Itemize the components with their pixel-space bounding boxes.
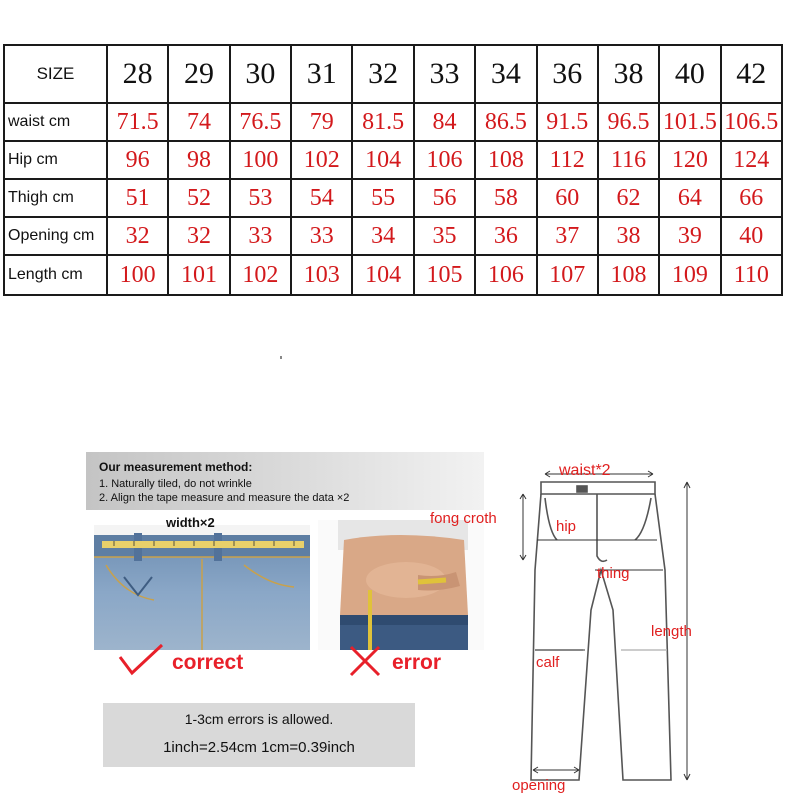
measurement-value: 34 (352, 217, 413, 255)
measurement-value: 104 (352, 255, 413, 295)
cross-icon (348, 644, 382, 678)
size-header-label: SIZE (4, 45, 107, 103)
measurement-value: 74 (168, 103, 229, 141)
measurement-value: 101.5 (659, 103, 720, 141)
measurement-value: 91.5 (537, 103, 598, 141)
measurement-value: 112 (537, 141, 598, 179)
diagram-label-opening: opening (512, 777, 566, 794)
jeans-flat-photo (94, 525, 310, 650)
measurement-value: 71.5 (107, 103, 168, 141)
measurement-value: 107 (537, 255, 598, 295)
size-header-row (4, 45, 782, 103)
measurement-value: 106.5 (721, 103, 782, 141)
measurement-value: 100 (230, 141, 291, 179)
method-step-1: 1. Naturally tiled, do not wrinkle (99, 478, 252, 490)
diagram-label-length: length (651, 623, 692, 640)
measurement-value: 108 (598, 255, 659, 295)
size-header-cell: 42 (721, 45, 782, 103)
measurement-value: 38 (598, 217, 659, 255)
measurement-value: 101 (168, 255, 229, 295)
measurement-method-banner (86, 452, 484, 510)
measurement-row (4, 141, 782, 179)
check-icon (116, 643, 166, 677)
measurement-value: 64 (659, 179, 720, 217)
measurement-value: 56 (414, 179, 475, 217)
measurement-value: 86.5 (475, 103, 536, 141)
measurement-value: 60 (537, 179, 598, 217)
measurement-value: 53 (230, 179, 291, 217)
measurement-value: 40 (721, 217, 782, 255)
diagram-label-calf: calf (536, 654, 560, 671)
measurement-value: 103 (291, 255, 352, 295)
measurement-row (4, 103, 782, 141)
measurement-value: 102 (230, 255, 291, 295)
tolerance-text: 1-3cm errors is allowed. (184, 711, 334, 727)
measurement-value: 35 (414, 217, 475, 255)
measurement-value: 84 (414, 103, 475, 141)
size-header-cell: 28 (107, 45, 168, 103)
measurement-value: 54 (291, 179, 352, 217)
measurement-value: 33 (230, 217, 291, 255)
stray-dot (280, 356, 282, 359)
conversion-text: 1inch=2.54cm 1cm=0.39inch (163, 739, 355, 756)
measurement-value: 108 (475, 141, 536, 179)
width-x2-label: width×2 (166, 515, 215, 530)
measurement-value: 76.5 (230, 103, 291, 141)
method-step-2: 2. Align the tape measure and measure the data ×2 (99, 492, 350, 504)
measurement-value: 39 (659, 217, 720, 255)
measurement-value: 102 (291, 141, 352, 179)
size-header-cell: 32 (352, 45, 413, 103)
measurement-value: 58 (475, 179, 536, 217)
diagram-label-thing: thing (597, 565, 630, 582)
measurement-value: 110 (721, 255, 782, 295)
measurement-value: 81.5 (352, 103, 413, 141)
measurement-value: 32 (168, 217, 229, 255)
measurement-label: Hip cm (4, 141, 107, 179)
size-header-cell: 34 (475, 45, 536, 103)
measurement-value: 98 (168, 141, 229, 179)
measurement-label: waist cm (4, 103, 107, 141)
measurement-row (4, 179, 782, 217)
size-header-cell: 33 (414, 45, 475, 103)
size-header-cell: 40 (659, 45, 720, 103)
measurement-value: 52 (168, 179, 229, 217)
tolerance-note-box (103, 703, 415, 767)
measurement-value: 96.5 (598, 103, 659, 141)
measurement-value: 106 (414, 141, 475, 179)
diagram-label-hip: hip (556, 518, 577, 535)
diagram-label-fong-croth: fong croth (430, 510, 497, 527)
measurement-value: 36 (475, 217, 536, 255)
measurement-value: 37 (537, 217, 598, 255)
measurement-value: 66 (721, 179, 782, 217)
error-label: error (392, 651, 442, 674)
size-header-cell: 38 (598, 45, 659, 103)
measurement-value: 33 (291, 217, 352, 255)
size-chart-table (3, 44, 783, 296)
measurement-label: Opening cm (4, 217, 107, 255)
measurement-value: 51 (107, 179, 168, 217)
method-title: Our measurement method: (99, 460, 253, 474)
correct-label: correct (172, 651, 244, 674)
measurement-label: Length cm (4, 255, 107, 295)
measurement-value: 79 (291, 103, 352, 141)
measurement-value: 120 (659, 141, 720, 179)
body-measure-photo (318, 520, 484, 650)
measurement-row (4, 217, 782, 255)
measurement-row (4, 255, 782, 295)
measurement-value: 96 (107, 141, 168, 179)
measurement-value: 124 (721, 141, 782, 179)
size-header-cell: 29 (168, 45, 229, 103)
size-header-cell: 36 (537, 45, 598, 103)
measurement-label: Thigh cm (4, 179, 107, 217)
measurement-value: 109 (659, 255, 720, 295)
size-header-cell: 30 (230, 45, 291, 103)
size-header-cell: 31 (291, 45, 352, 103)
diagram-label-waist: waist*2 (559, 462, 611, 479)
measurement-value: 100 (107, 255, 168, 295)
measurement-value: 104 (352, 141, 413, 179)
measurement-value: 62 (598, 179, 659, 217)
measurement-value: 106 (475, 255, 536, 295)
measurement-value: 116 (598, 141, 659, 179)
measurement-value: 105 (414, 255, 475, 295)
measurement-value: 55 (352, 179, 413, 217)
measurement-value: 32 (107, 217, 168, 255)
